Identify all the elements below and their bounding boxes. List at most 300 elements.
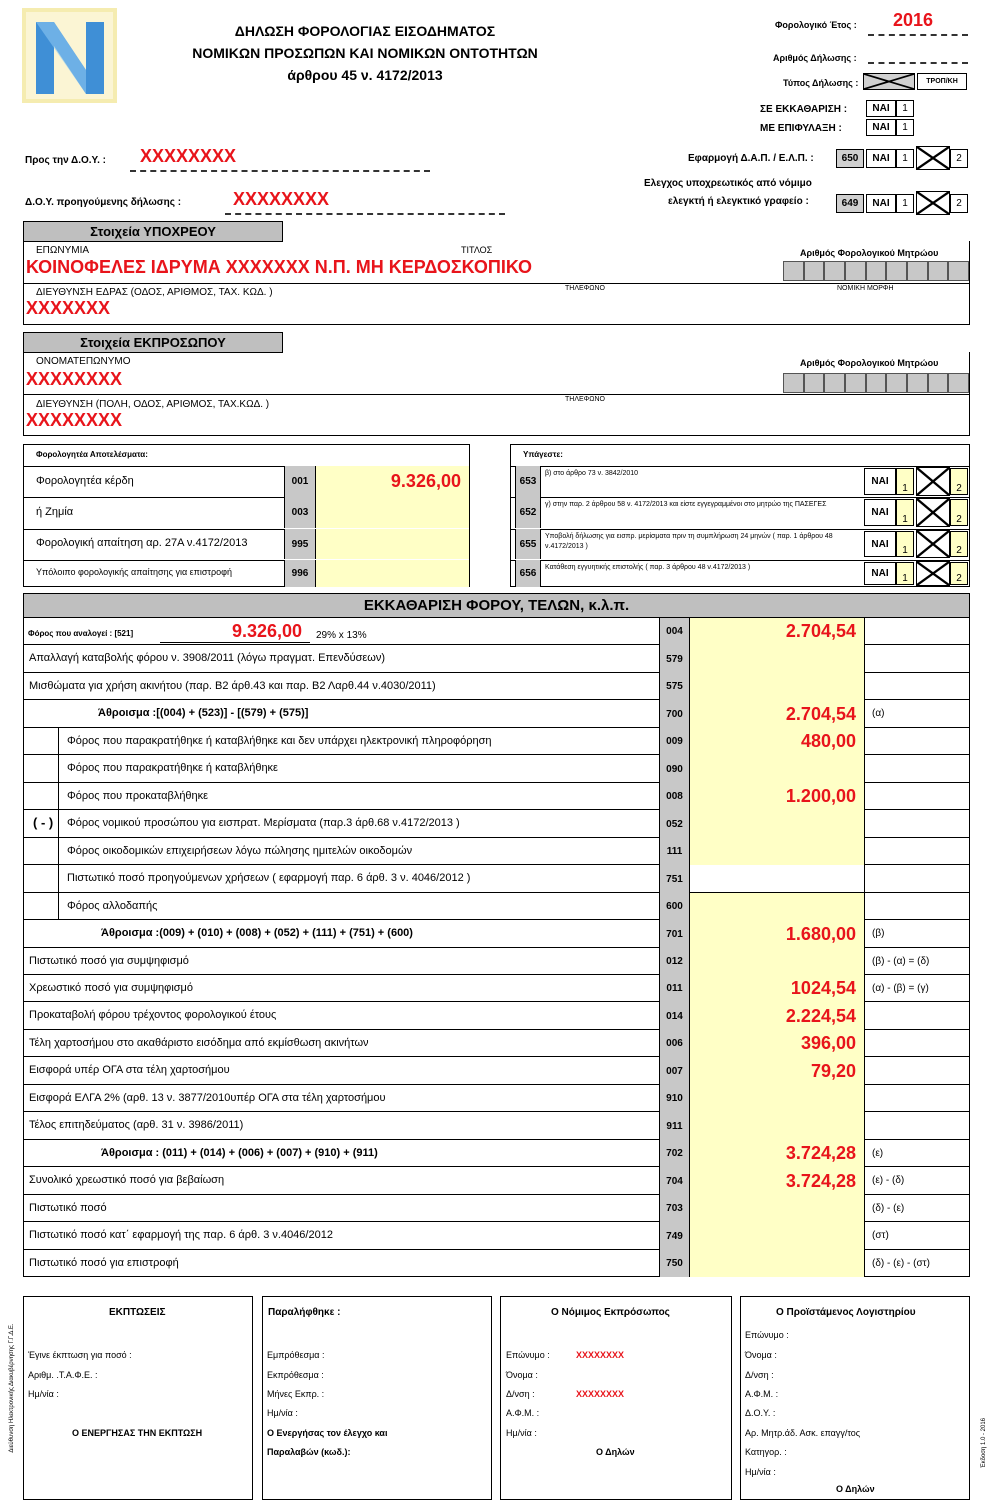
yes-label: ΝΑΙ (871, 476, 889, 487)
subject-yes[interactable] (864, 468, 896, 495)
yes-label: ΝΑΙ (872, 103, 890, 114)
liquidation-row-note: (β) (872, 928, 885, 939)
reservation-one[interactable] (896, 119, 914, 136)
legal-rep-v3[interactable]: XXXXXXXX (576, 1389, 625, 1399)
deductions-l3: Ημ/νία : (28, 1389, 59, 1399)
reservation-label: ΜΕ ΕΠΙΦΥΛΑΞΗ : (760, 123, 842, 134)
rep-section-title (23, 332, 283, 353)
liquidation-row-value[interactable] (690, 865, 865, 893)
liquidation-row-code (659, 618, 690, 645)
yes-label: ΝΑΙ (872, 122, 890, 133)
doy-to-label: Προς την Δ.Ο.Υ. : (25, 155, 107, 166)
liquidation-row-value-text: 3.724,28 (785, 1170, 856, 1191)
reservation-yes[interactable] (866, 119, 896, 136)
one-label: 1 (902, 573, 908, 584)
subject-one[interactable] (896, 468, 914, 495)
legal-rep-l2: Όνομα : (506, 1370, 538, 1380)
liquidation-row (23, 1140, 970, 1167)
taxpayer-addr-label: ΔΙΕΥΘΥΝΣΗ ΕΔΡΑΣ (ΟΔΟΣ, ΑΡΙΘΜΟΣ, ΤΑΧ. ΚΩΔ. ) (36, 287, 273, 298)
results-row-code (284, 466, 316, 497)
liquidation-row-label: Φόρος αλλοδαπής (67, 899, 158, 912)
title-line-2: ΝΟΜΙΚΩΝ ΠΡΟΣΩΠΩΝ ΚΑΙ ΝΟΜΙΚΩΝ ΟΝΤΟΤΗΤΩΝ (192, 45, 538, 61)
liquidation-row-code (659, 1222, 690, 1250)
liquidation-title (23, 593, 970, 618)
footer-accountant-panel (740, 1296, 970, 1500)
taxpayer-phone-label: ΤΗΛΕΦΩΝΟ (565, 285, 605, 292)
liquidation-row-label: Τέλος επιτηδεύματος (αρθ. 31 ν. 3986/2011) (29, 1119, 244, 1131)
liquidation-row-code (659, 1030, 690, 1057)
liquidation-row-label: Μισθώματα για χρήση ακινήτου (παρ. Β2 άρθ.43 και παρ. Β2 Λαρθ.44 ν.4030/2011) (29, 679, 436, 692)
liquidation-tax-label: Φόρος που αναλογεί : [521] (28, 629, 134, 638)
liquidation-row-label: Πιστωτικό ποσό κατ΄ εφαρμογή της παρ. 6 άρθ. 3 ν.4046/2012 (29, 1229, 333, 1241)
liquidation-row-label: Πιστωτικό ποσό για συμψηφισμό (29, 954, 189, 967)
liquidation-row-label: Φόρος που προκαταβλήθηκε (67, 789, 209, 802)
legal-rep-sign: Ο Δηλών (596, 1447, 635, 1457)
liquidation-row-label: Συνολικό χρεωστικό ποσό για βεβαίωση (29, 1174, 225, 1186)
liquidation-row-value[interactable] (690, 1112, 865, 1140)
dap-label: Εφαρμογή Δ.Α.Π. / Ε.Λ.Π. : (688, 153, 814, 164)
subject-row-code (515, 466, 541, 497)
subject-two[interactable] (950, 468, 968, 495)
legal-rep-title: Ο Νόμιμος Εκπρόσωπος (551, 1307, 670, 1318)
one-label: 1 (902, 122, 908, 133)
liquidation-row (23, 975, 970, 1002)
subject-row-code-text: 656 (519, 568, 537, 579)
deductions-l1: Έγινε έκπτωση για ποσό : (28, 1350, 132, 1360)
rep-phone-label: ΤΗΛΕΦΩΝΟ (565, 396, 605, 403)
side-left-text: Διεύθυνση Ηλεκτρονικής Διακυβέρνησης Γ.Γ.Δ.Ε. (9, 1323, 15, 1453)
subject-title: Υπάγεστε: (523, 450, 563, 459)
rep-afm-grid[interactable] (783, 373, 969, 393)
liquidation-row (23, 920, 970, 948)
results-title: Φορολογητέα Αποτελέσματα: (36, 450, 148, 459)
liquidation-row-value[interactable] (690, 1002, 865, 1030)
one-label: 1 (902, 198, 908, 209)
liquidation-row-label: Φόρος νομικού προσώπου για εισπρατ. Μερίσματα (παρ.3 άρθ.68 ν.4172/2013 ) (67, 817, 460, 829)
liquidation-row-code-text: 008 (666, 791, 683, 802)
liquidation-row-value[interactable] (690, 755, 865, 783)
liquidation-row-code (659, 645, 690, 673)
accountant-l6: Αρ. Μητρ.άδ. Ασκ. επαγγ/τος (745, 1428, 861, 1438)
liquidation-row-note: (ε) - (δ) (872, 1175, 905, 1186)
liquidation-row-code (659, 1085, 690, 1112)
title-line-3: άρθρου 45 ν. 4172/2013 (287, 67, 443, 83)
liquidation-row-code (659, 1140, 690, 1167)
two-label: 2 (956, 483, 962, 494)
rep-name-value[interactable]: XXXXXXXX (26, 369, 123, 389)
subject-row-label: Υποβολή δήλωσης για εισπρ. μερίσματα πριν τη συμπλήρωση 24 μηνών ( παρ. 1 άρθρου 48 ν.4172/2013 ) (545, 533, 833, 550)
one-label: 1 (902, 153, 908, 164)
subject-row-label: β) στο άρθρο 73 ν. 3842/2010 (545, 470, 639, 477)
results-row-label: Υπόλοιπο φορολογικής απαίτησης για επιστροφή (36, 566, 232, 577)
yes-label: ΝΑΙ (871, 507, 889, 518)
deductions-l2: Αριθμ. .Τ.Α.Φ.Ε. : (28, 1370, 98, 1380)
liquidation-row-value-text: 2.704,54 (785, 703, 856, 724)
liquidation-row-value[interactable] (690, 618, 865, 645)
legal-rep-l1: Επώνυμο : (506, 1350, 550, 1360)
taxpayer-title-label: ΤΙΤΛΟΣ (461, 245, 493, 255)
liquidation-row-code-text: 009 (666, 736, 683, 747)
rep-addr-value[interactable]: XXXXXXXX (26, 410, 123, 430)
liquidation-row-value[interactable] (690, 975, 865, 1002)
liquidation-row-code (659, 1195, 690, 1222)
liquidation-row-code-text: 911 (666, 1120, 683, 1132)
liquidation-row (23, 948, 970, 975)
liquidation-row-code-text: 751 (666, 873, 683, 885)
minus-sign: ( - ) (33, 815, 54, 830)
one-label: 1 (902, 103, 908, 114)
liquidation-row-code (659, 755, 690, 783)
liquidation-row (23, 728, 970, 755)
subject-row-code-text: 652 (519, 507, 537, 518)
accountant-l8: Ημ/νία : (745, 1467, 776, 1477)
liquidation-row-code-text: 704 (666, 1175, 683, 1187)
results-row-code-text: 003 (291, 507, 309, 518)
liquidation-row-value[interactable] (690, 1085, 865, 1112)
decl-type-initial-box[interactable] (863, 73, 915, 90)
liquidation-row-code-text: 014 (666, 1010, 683, 1022)
one-label: 1 (902, 545, 908, 556)
taxpayer-name-value[interactable]: ΚΟΙΝΟΦΕΛΕΣ ΙΔΡΥΜΑ XXXXXXX Ν.Π. ΜΗ ΚΕΡΔΟΣΚΟΠΙΚΟ (26, 257, 533, 277)
liquidation-row-code (659, 810, 690, 838)
results-row-code-text: 995 (291, 538, 309, 550)
results-row-label: Φορολογητέα κέρδη (36, 474, 134, 487)
liquidation-row-label: Άθροισμα : (011) + (014) + (006) + (007) + (910) + (911) (101, 1146, 378, 1159)
liquidation-row-note: (α) - (β) = (γ) (872, 982, 929, 994)
rep-afm-label: Αριθμός Φορολογικού Μητρώου (800, 358, 939, 368)
results-row-value[interactable] (316, 497, 469, 528)
subject-row-label: γ) στην παρ. 2 άρθρου 58 ν. 4172/2013 και είστε εγγεγραμμένοι στο μητρώο της ΠΑΣΕΓΕΣ (545, 501, 827, 508)
liquidation-row-code (659, 975, 690, 1002)
liquidation-row-code (659, 1167, 690, 1195)
received-l3: Μήνες Εκπρ. : (267, 1389, 325, 1399)
two-label: 2 (956, 573, 962, 584)
dap-one[interactable] (896, 149, 914, 168)
liquidation-row-code (659, 948, 690, 975)
liquidation-row-value-text: 1.680,00 (785, 923, 856, 944)
audit-code-label: 649 (841, 198, 859, 209)
liquidation-row-value-text: 396,00 (800, 1033, 856, 1053)
liquidation-row-code-text: 700 (666, 708, 683, 720)
liquidation-row-value[interactable] (690, 700, 865, 728)
liquidation-row-label: Πιστωτικό ποσό για επιστροφή (29, 1256, 179, 1269)
one-label: 1 (902, 483, 908, 494)
results-row-code (284, 560, 316, 587)
liquidation-row-code (659, 1057, 690, 1085)
one-label: 1 (902, 514, 908, 525)
footer-legal-rep-panel (500, 1296, 732, 1500)
liquidation-row-code-text: 090 (666, 763, 683, 775)
liquidation-row (23, 1002, 970, 1030)
liquidation-row-value[interactable] (690, 838, 865, 865)
taxpayer-addr-value[interactable]: XXXXXXX (26, 298, 111, 318)
liquidation-row-code (659, 920, 690, 948)
liquidation-row-code-text: 011 (666, 983, 683, 994)
subject-one[interactable] (896, 531, 914, 557)
deductions-sign: Ο ΕΝΕΡΓΗΣΑΣ ΤΗΝ ΕΚΠΤΩΣΗ (72, 1428, 203, 1438)
yes-label: ΝΑΙ (872, 198, 890, 209)
liquidation-row-code (659, 893, 690, 920)
decl-type-label: Τύπος Δήλωσης : (783, 78, 859, 88)
subject-yes[interactable] (864, 499, 896, 526)
subject-two[interactable] (950, 562, 968, 585)
liquidation-row-value[interactable] (690, 810, 865, 838)
liquidation-row (23, 1057, 970, 1085)
liquidation-row-code (659, 838, 690, 865)
liquidation-row-code-text: 111 (666, 846, 683, 857)
subject-no-box[interactable] (916, 561, 950, 586)
liquidation-row-code-text: 579 (666, 653, 683, 665)
subject-yes[interactable] (864, 531, 896, 557)
results-row-value[interactable] (316, 560, 469, 587)
taxpayer-section-label: Στοιχεία ΥΠΟΧΡΕΟΥ (90, 224, 216, 239)
tax-year-label: Φορολογικό Έτος : (775, 20, 857, 30)
liquidation-row-value[interactable] (690, 1195, 865, 1222)
received-sign-1: Ο Ενεργήσας τον έλεγχο και (267, 1428, 388, 1438)
audit-label-1: Ελεγχος υποχρεωτικός από νόμιμο (644, 178, 812, 189)
results-row-code-text: 001 (291, 476, 309, 487)
liquidation-row-code (659, 728, 690, 755)
subject-no-box[interactable] (916, 530, 950, 558)
subject-row-code-text: 653 (519, 476, 537, 487)
accountant-l3: Δ/νση : (745, 1370, 774, 1380)
rep-section-label: Στοιχεία ΕΚΠΡΟΣΩΠΟΥ (80, 335, 226, 350)
liquidation-row-value[interactable] (690, 728, 865, 755)
subject-row-code (515, 529, 541, 559)
liquidation-row (23, 838, 970, 865)
liquidation-row-value[interactable] (690, 783, 865, 810)
rep-name-label: ΟΝΟΜΑΤΕΠΩΝΥΜΟ (36, 356, 131, 367)
footer-deductions-panel (23, 1296, 253, 1500)
footer-received-panel (262, 1296, 492, 1500)
subject-one[interactable] (896, 562, 914, 585)
liquidation-row (23, 1085, 970, 1112)
liquidation-row-value[interactable] (690, 1140, 865, 1167)
subject-two[interactable] (950, 531, 968, 557)
liquidation-row-label: Άθροισμα :(009) + (010) + (008) + (052) + (111) + (751) + (600) (101, 927, 413, 939)
received-l2: Εκπρόθεσμα : (267, 1370, 324, 1380)
liquidation-row (23, 1030, 970, 1057)
results-row-code (284, 497, 316, 528)
liquidation-row-value-text: 1024,54 (790, 978, 856, 998)
liquidation-label: ΣΕ ΕΚΚΑΘΑΡΙΣΗ : (760, 104, 848, 115)
liquidation-row (23, 618, 970, 645)
liquidation-row-value[interactable] (690, 1057, 865, 1085)
liquidation-one[interactable] (896, 100, 914, 117)
audit-code (836, 194, 864, 213)
liquidation-row-code-text: 750 (666, 1258, 683, 1269)
audit-two[interactable] (950, 194, 968, 213)
doy-to-value[interactable]: XXXXXXXX (140, 146, 237, 166)
liquidation-tax-value[interactable]: 9.326,00 (232, 621, 303, 641)
legal-rep-v1[interactable]: XXXXXXXX (576, 1350, 625, 1360)
liquidation-row-code-text: 702 (666, 1148, 683, 1159)
liquidation-row-note: (β) - (α) = (δ) (872, 955, 930, 967)
results-row-value-text: 9.326,00 (390, 471, 461, 491)
liquidation-row-value[interactable] (690, 645, 865, 673)
legal-rep-l3: Δ/νση : (506, 1389, 535, 1399)
liquidation-row (23, 865, 970, 893)
results-row-code-text: 996 (291, 568, 309, 579)
results-row-value[interactable] (316, 529, 469, 559)
doy-prev-label: Δ.Ο.Υ. προηγούμενης δήλωσης : (25, 197, 182, 208)
accountant-l5: Δ.Ο.Υ. : (745, 1408, 776, 1418)
liquidation-row-note: (α) (872, 708, 885, 719)
liquidation-row (23, 1195, 970, 1222)
liquidation-row (23, 783, 970, 810)
liquidation-row-value[interactable] (690, 1167, 865, 1195)
accountant-sign: Ο Δηλών (836, 1484, 875, 1494)
liquidation-title-label: ΕΚΚΑΘΑΡΙΣΗ ΦΟΡΟΥ, ΤΕΛΩΝ, κ.λ.π. (363, 597, 630, 614)
liquidation-row-value[interactable] (690, 673, 865, 700)
dap-two[interactable] (950, 149, 968, 168)
liquidation-row-label: Τέλη χαρτοσήμου στο ακαθάριστο εισόδημα από εκμίσθωση ακινήτων (29, 1036, 369, 1049)
liquidation-row (23, 755, 970, 783)
liquidation-row-note: (στ) (872, 1230, 889, 1241)
liquidation-row-value[interactable] (690, 1222, 865, 1250)
liquidation-row-code (659, 1112, 690, 1140)
dap-code (836, 149, 864, 168)
liquidation-row-value-text: 2.704,54 (785, 621, 856, 641)
side-right-text: Έκδοση 1.0 - 2016 (981, 1417, 987, 1469)
liquidation-row-label: Φόρος που παρακρατήθηκε ή καταβλήθηκε και δεν υπάρχει ηλεκτρονική πληροφόρηση (67, 734, 492, 747)
subject-no-box[interactable] (916, 498, 950, 527)
two-label: 2 (956, 545, 962, 556)
liquidation-row-code-text: 701 (666, 928, 683, 940)
liquidation-row-label: Χρεωστικό ποσό για συμψηφισμό (29, 981, 194, 994)
title-line-1: ΔΗΛΩΣΗ ΦΟΡΟΛΟΓΙΑΣ ΕΙΣΟΔΗΜΑΤΟΣ (234, 23, 496, 39)
liquidation-row-code-text: 600 (666, 901, 683, 912)
liquidation-row-label: Απαλλαγή καταβολής φόρου ν. 3908/2011 (λόγω πραγματ. Επενδύσεων) (29, 652, 386, 664)
liquidation-row-code (659, 1002, 690, 1030)
liquidation-row-value-text: 2.224,54 (785, 1005, 856, 1026)
accountant-title: Ο Προϊστάμενος Λογιστηρίου (776, 1307, 916, 1318)
results-row-label: ή Ζημία (36, 505, 74, 518)
audit-no-box[interactable] (916, 191, 950, 215)
liquidation-row-value[interactable] (690, 1030, 865, 1057)
accountant-l1: Επώνυμο : (745, 1330, 789, 1340)
taxpayer-afm-label: Αριθμός Φορολογικού Μητρώου (800, 248, 939, 258)
results-row-value[interactable] (316, 466, 469, 497)
accountant-l2: Όνομα : (745, 1350, 777, 1360)
audit-label-2: ελεγκτή ή ελεγκτικό γραφείο : (668, 196, 809, 207)
liquidation-row (23, 1250, 970, 1277)
liquidation-row-value[interactable] (690, 893, 865, 920)
decl-type-amend-box[interactable] (917, 73, 967, 90)
doy-prev-value[interactable]: XXXXXXXX (233, 189, 330, 209)
accountant-l7: Κατηγορ. : (745, 1447, 787, 1457)
liquidation-row-label: Εισφορά ΕΛΓΑ 2% (αρθ. 13 ν. 3877/2010υπέρ ΟΓΑ στα τέλη χαρτοσήμου (29, 1091, 386, 1104)
liquidation-row-value-text: 3.724,28 (785, 1143, 856, 1163)
subject-no-box[interactable] (916, 467, 950, 496)
liquidation-row-code (659, 673, 690, 700)
subject-yes[interactable] (864, 562, 896, 585)
liquidation-row-value-text: 1.200,00 (785, 786, 856, 806)
deductions-title: ΕΚΠΤΩΣΕΙΣ (109, 1307, 166, 1318)
liquidation-row-code (659, 865, 690, 893)
liquidation-row-label: Άθροισμα :[(004) + (523)] - [(579) + (575)] (98, 707, 309, 719)
dap-yes[interactable] (866, 149, 896, 168)
liquidation-row (23, 1112, 970, 1140)
yes-label: ΝΑΙ (871, 538, 889, 550)
subject-row-code (515, 497, 541, 528)
form-title (140, 20, 590, 86)
logo (22, 8, 117, 103)
liquidation-row-note: (δ) - (ε) - (στ) (872, 1257, 930, 1269)
liquidation-row-value-text: 480,00 (800, 731, 856, 751)
audit-one[interactable] (896, 194, 914, 213)
subject-two[interactable] (950, 499, 968, 526)
legal-rep-l4: Α.Φ.Μ. : (506, 1408, 540, 1418)
liquidation-row-label: Εισφορά υπέρ ΟΓΑ στα τέλη χαρτοσήμου (29, 1064, 230, 1076)
audit-yes[interactable] (866, 194, 896, 213)
liquidation-row-code (659, 1250, 690, 1277)
liquidation-row-label: Πιστωτικό ποσό προηγούμενων χρήσεων ( εφαρμογή παρ. 6 άρθ. 3 ν. 4046/2012 ) (67, 872, 471, 884)
liquidation-row-code-text: 006 (666, 1038, 683, 1049)
liquidation-row-label: Πιστωτικό ποσό (29, 1201, 107, 1214)
received-sign-2: Παραλαβών (κωδ.): (267, 1447, 351, 1457)
results-row-code (284, 529, 316, 559)
yes-label: ΝΑΙ (871, 568, 889, 579)
liquidation-row (23, 673, 970, 700)
liquidation-yes[interactable] (866, 100, 896, 117)
liquidation-row-label: Φόρος που παρακρατήθηκε ή καταβλήθηκε (67, 762, 278, 774)
liquidation-row-value[interactable] (690, 948, 865, 975)
liquidation-row-value[interactable] (690, 920, 865, 948)
tax-year-value[interactable]: 2016 (893, 10, 934, 30)
liquidation-tax-rate: 29% x 13% (316, 630, 367, 641)
two-label: 2 (956, 198, 962, 209)
accountant-l4: Α.Φ.Μ. : (745, 1389, 779, 1399)
liquidation-row-label: Φόρος οικοδομικών επιχειρήσεων λόγω πώλησης ημιτελών οικοδομών (67, 844, 413, 857)
dap-code-label: 650 (841, 153, 859, 164)
liquidation-row-code-text: 004 (666, 626, 683, 637)
liquidation-row-label: Προκαταβολή φόρου τρέχοντος φορολογικού έτους (29, 1009, 277, 1021)
rep-addr-label: ΔΙΕΥΘΥΝΣΗ (ΠΟΛΗ, ΟΔΟΣ, ΑΡΙΘΜΟΣ, ΤΑΧ.ΚΩΔ. ) (36, 399, 270, 410)
liquidation-row (23, 1222, 970, 1250)
liquidation-row-value-text: 79,20 (810, 1060, 856, 1081)
liquidation-row-code-text: 007 (666, 1065, 683, 1077)
subject-row-label: Κατάθεση εγγυητικής επιστολής ( παρ. 3 άρθρου 48 ν.4172/2013 ) (545, 564, 751, 571)
received-title: Παραλήφθηκε : (268, 1307, 341, 1318)
liquidation-row-value[interactable] (690, 1250, 865, 1277)
taxpayer-section-title (23, 221, 283, 242)
liquidation-row-code-text: 052 (666, 818, 683, 830)
results-row-label: Φορολογική απαίτηση αρ. 27Α ν.4172/2013 (36, 537, 248, 549)
yes-label: ΝΑΙ (872, 153, 890, 164)
liquidation-row-note: (δ) - (ε) (872, 1202, 905, 1214)
two-label: 2 (956, 153, 962, 164)
liquidation-row-code (659, 783, 690, 810)
liquidation-row-code-text: 703 (666, 1203, 683, 1214)
liquidation-row (23, 645, 970, 673)
two-label: 2 (956, 514, 962, 525)
received-l1: Εμπρόθεσμα : (267, 1350, 325, 1360)
dap-no-box[interactable] (916, 146, 950, 170)
taxpayer-legal-form-label: ΝΟΜΙΚΗ ΜΟΡΦΗ (837, 285, 894, 292)
legal-rep-l5: Ημ/νία : (506, 1428, 537, 1438)
subject-row-code-text: 655 (519, 538, 537, 550)
taxpayer-name-label: ΕΠΩΝΥΜΙΑ (36, 245, 90, 256)
decl-type-amend-label: ΤΡΟΠ/ΚΗ (926, 78, 958, 85)
subject-one[interactable] (896, 499, 914, 526)
liquidation-row-code-text: 575 (666, 681, 683, 692)
decl-number-label: Αριθμός Δήλωσης : (773, 53, 857, 63)
liquidation-row-code-text: 910 (666, 1093, 683, 1104)
received-l4: Ημ/νία : (267, 1408, 298, 1418)
taxpayer-afm-grid[interactable] (783, 261, 969, 281)
liquidation-row-code (659, 700, 690, 728)
